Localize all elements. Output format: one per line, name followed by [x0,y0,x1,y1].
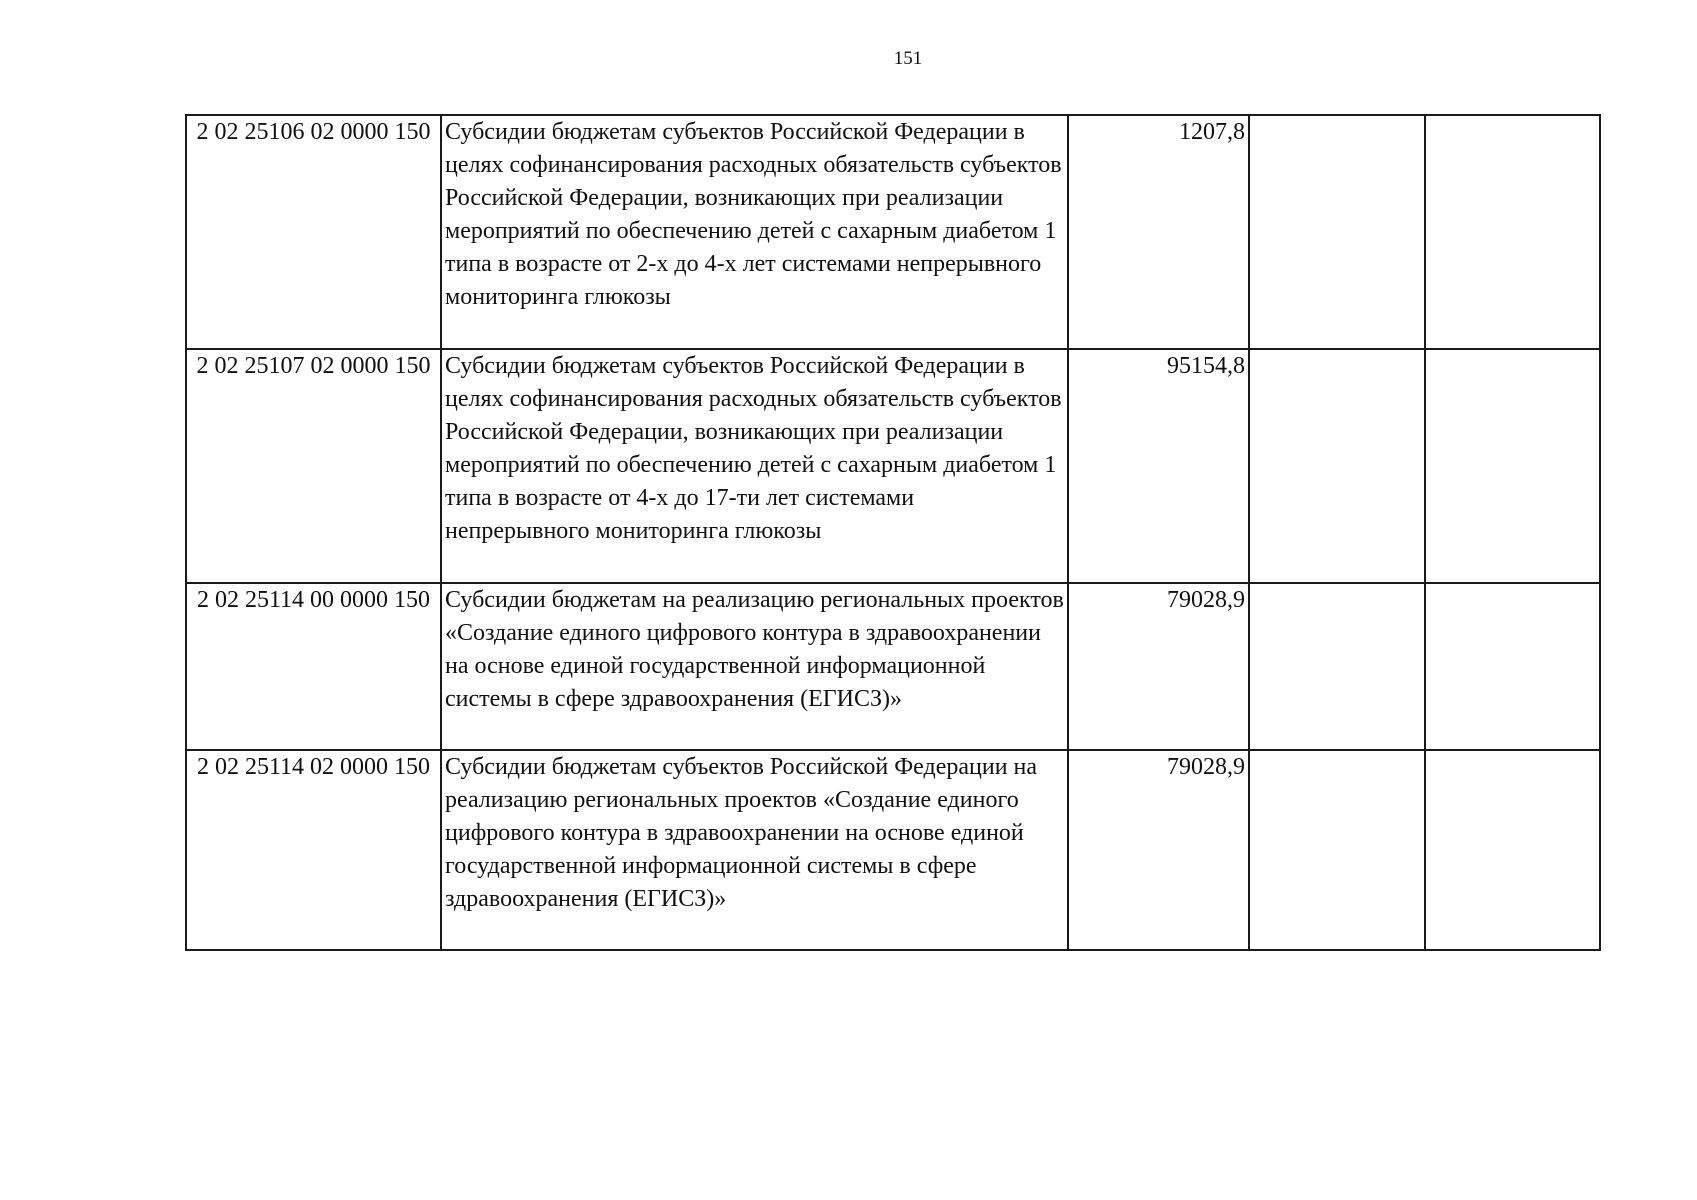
budget-code-cell: 2 02 25114 00 0000 150 [186,583,441,750]
empty-cell [1425,583,1600,750]
empty-cell [1425,349,1600,583]
empty-cell [1249,750,1425,950]
table-row [186,349,1600,583]
description-cell: Субсидии бюджетам субъектов Российской Федерации в целях софинансирования расходных обязательств субъектов Российской Федерации, возникающих при реализации мероприятий по обеспечению детей с сахарным диабетом 1 типа в возрасте от 4-х до 17-ти лет системами непрерывного мониторинга глюкозы [441,349,1068,583]
amount-cell: 95154,8 [1068,349,1249,583]
amount-cell: 1207,8 [1068,115,1249,349]
description-cell: Субсидии бюджетам на реализацию региональных проектов «Создание единого цифрового контура в здравоохранении на основе единой государственной информационной системы в сфере здравоохранения (ЕГИСЗ)» [441,583,1068,750]
empty-cell [1425,750,1600,950]
table-row [186,115,1600,349]
table-row [186,750,1600,950]
budget-code-cell: 2 02 25107 02 0000 150 [186,349,441,583]
empty-cell [1249,583,1425,750]
empty-cell [1425,115,1600,349]
budget-table [185,114,1601,951]
amount-cell: 79028,9 [1068,583,1249,750]
table-row [186,583,1600,750]
description-cell: Субсидии бюджетам субъектов Российской Федерации в целях софинансирования расходных обязательств субъектов Российской Федерации, возникающих при реализации мероприятий по обеспечению детей с сахарным диабетом 1 типа в возрасте от 2-х до 4-х лет системами непрерывного мониторинга глюкозы [441,115,1068,349]
empty-cell [1249,349,1425,583]
amount-cell: 79028,9 [1068,750,1249,950]
budget-code-cell: 2 02 25114 02 0000 150 [186,750,441,950]
budget-code-cell: 2 02 25106 02 0000 150 [186,115,441,349]
description-cell: Субсидии бюджетам субъектов Российской Федерации на реализацию региональных проектов «Создание единого цифрового контура в здравоохранении на основе единой государственной информационной системы в сфере здравоохранения (ЕГИСЗ)» [441,750,1068,950]
page-number: 151 [893,48,923,69]
empty-cell [1249,115,1425,349]
